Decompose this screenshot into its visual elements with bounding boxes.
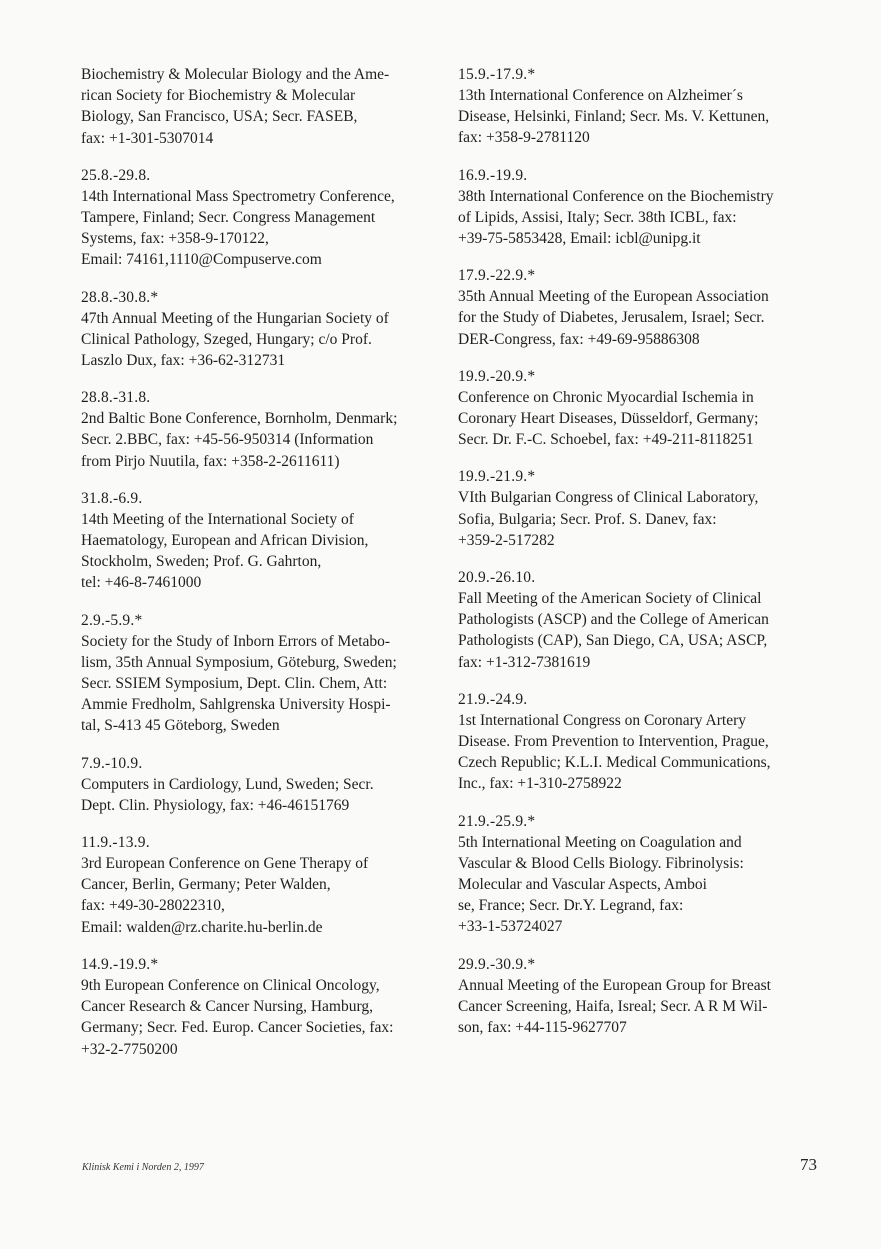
event-date: 28.8.-31.8.: [81, 389, 151, 407]
event-entry: [458, 954, 822, 1039]
event-date: 28.8.-30.8.*: [81, 288, 159, 306]
event-text-line: 2nd Baltic Bone Conference, Bornholm, Denmark;: [81, 410, 398, 428]
event-text-line: Germany; Secr. Fed. Europ. Cancer Societies, fax:: [81, 1019, 394, 1037]
event-date: 19.9.-21.9.*: [458, 468, 536, 486]
right-column: [458, 64, 822, 1054]
event-text-line: 14th Meeting of the International Society of: [81, 510, 354, 528]
event-text-line: Stockholm, Sweden; Prof. G. Gahrton,: [81, 553, 322, 571]
event-text-line: fax: +49-30-28022310,: [81, 897, 225, 915]
event-text-line: Ammie Fredholm, Sahlgrenska University Hospi-: [81, 696, 391, 714]
event-text-line: Inc., fax: +1-310-2758922: [458, 775, 622, 793]
event-text-line: 5th International Meeting on Coagulation and: [458, 833, 742, 851]
event-entry: [458, 466, 822, 551]
event-entry: [81, 832, 443, 938]
event-text-line: Clinical Pathology, Szeged, Hungary; c/o Prof.: [81, 330, 372, 348]
event-text-line: 38th International Conference on the Biochemistry: [458, 187, 774, 205]
event-entry: [458, 165, 822, 250]
event-text-line: Sofia, Bulgaria; Secr. Prof. S. Danev, fax:: [458, 510, 717, 528]
event-text-line: Dept. Clin. Physiology, fax: +46-46151769: [81, 796, 350, 814]
event-date: 21.9.-25.9.*: [458, 812, 536, 830]
event-description: [458, 286, 822, 350]
event-text-line: Biochemistry & Molecular Biology and the Ame-: [81, 66, 390, 83]
event-text-line: VIth Bulgarian Congress of Clinical Laboratory,: [458, 489, 759, 507]
event-text-line: DER-Congress, fax: +49-69-95886308: [458, 330, 700, 348]
event-text-line: Laszlo Dux, fax: +36-62-312731: [81, 352, 286, 370]
event-date: 7.9.-10.9.: [81, 754, 143, 772]
event-description: [81, 308, 443, 372]
event-entry: [81, 165, 443, 271]
event-text-line: Disease, Helsinki, Finland; Secr. Ms. V. Kettunen,: [458, 108, 770, 126]
event-entry: [458, 567, 822, 673]
event-text-line: Coronary Heart Diseases, Düsseldorf, Germany;: [458, 410, 759, 428]
event-date: 17.9.-22.9.*: [458, 267, 536, 285]
event-description: [458, 387, 822, 451]
event-entry: [81, 287, 443, 372]
event-text-line: of Lipids, Assisi, Italy; Secr. 38th ICBL, fax:: [458, 208, 737, 226]
event-text-line: Computers in Cardiology, Lund, Sweden; Secr.: [81, 775, 374, 793]
event-text-line: +359-2-517282: [458, 531, 555, 549]
event-description: [81, 631, 443, 737]
event-text-line: +32-2-7750200: [81, 1040, 178, 1058]
event-description: [81, 64, 443, 149]
event-date: 14.9.-19.9.*: [81, 955, 159, 973]
event-text-line: Disease. From Prevention to Intervention, Prague,: [458, 733, 769, 751]
event-description: [81, 975, 443, 1060]
event-text-line: Fall Meeting of the American Society of Clinical: [458, 590, 762, 608]
event-description: [458, 975, 822, 1039]
event-text-line: fax: +358-9-2781120: [458, 129, 590, 147]
event-text-line: Molecular and Vascular Aspects, Amboi: [458, 876, 707, 894]
event-description: [458, 588, 822, 673]
event-text-line: rican Society for Biochemistry & Molecular: [81, 87, 356, 105]
event-date: 16.9.-19.9.: [458, 166, 528, 184]
event-text-line: Cancer, Berlin, Germany; Peter Walden,: [81, 876, 331, 894]
event-text-line: 1st International Congress on Coronary Artery: [458, 711, 746, 729]
event-description: [81, 408, 443, 472]
event-entry: [81, 753, 443, 816]
event-description: [458, 832, 822, 938]
event-text-line: Haematology, European and African Division,: [81, 532, 369, 550]
event-text-line: Cancer Research & Cancer Nursing, Hamburg,: [81, 998, 373, 1016]
event-text-line: from Pirjo Nuutila, fax: +358-2-2611611): [81, 452, 340, 470]
event-entry: [81, 610, 443, 737]
event-text-line: fax: +1-301-5307014: [81, 129, 214, 147]
event-entry: [81, 64, 443, 149]
event-description: [81, 509, 443, 594]
event-description: [458, 186, 822, 250]
event-text-line: Email: 74161,1110@Compuserve.com: [81, 251, 322, 269]
event-text-line: Society for the Study of Inborn Errors of Metabo-: [81, 632, 391, 650]
page-number: 73: [800, 1155, 817, 1174]
event-text-line: son, fax: +44-115-9627707: [458, 1019, 627, 1037]
event-text-line: Vascular & Blood Cells Biology. Fibrinolysis:: [458, 854, 744, 872]
event-text-line: Tampere, Finland; Secr. Congress Management: [81, 209, 376, 227]
event-entry: [458, 265, 822, 350]
event-text-line: +33-1-53724027: [458, 918, 563, 936]
event-date: 15.9.-17.9.*: [458, 66, 536, 83]
event-text-line: Biology, San Francisco, USA; Secr. FASEB,: [81, 108, 358, 126]
event-date: 25.8.-29.8.: [81, 166, 151, 184]
event-text-line: for the Study of Diabetes, Jerusalem, Israel; Secr.: [458, 309, 765, 327]
footer-journal-name: Klinisk Kemi i Norden 2, 1997: [82, 1162, 204, 1173]
event-date: 11.9.-13.9.: [81, 834, 150, 852]
event-text-line: +39-75-5853428, Email: icbl@unipg.it: [458, 230, 701, 248]
event-text-line: fax: +1-312-7381619: [458, 653, 591, 671]
event-text-line: 47th Annual Meeting of the Hungarian Society of: [81, 309, 389, 327]
event-text-line: Email: walden@rz.charite.hu-berlin.de: [81, 918, 323, 936]
event-text-line: 14th International Mass Spectrometry Conference,: [81, 187, 395, 205]
event-date: 21.9.-24.9.: [458, 690, 528, 708]
event-date: 20.9.-26.10.: [458, 569, 536, 587]
event-date: 2.9.-5.9.*: [81, 611, 143, 629]
event-description: [458, 710, 822, 795]
event-text-line: Pathologists (CAP), San Diego, CA, USA; ASCP,: [458, 632, 768, 650]
event-entry: [458, 689, 822, 795]
event-description: [81, 186, 443, 271]
event-text-line: Secr. 2.BBC, fax: +45-56-950314 (Information: [81, 431, 374, 449]
event-text-line: tal, S-413 45 Göteborg, Sweden: [81, 717, 280, 735]
event-text-line: Czech Republic; K.L.I. Medical Communications,: [458, 754, 771, 772]
event-entry: [81, 387, 443, 472]
event-entry: [458, 366, 822, 451]
event-text-line: Pathologists (ASCP) and the College of American: [458, 611, 769, 629]
event-text-line: 13th International Conference on Alzheimer´s: [458, 87, 743, 104]
event-text-line: Secr. SSIEM Symposium, Dept. Clin. Chem, Att:: [81, 675, 388, 693]
event-entry: [81, 488, 443, 594]
event-text-line: 35th Annual Meeting of the European Association: [458, 288, 769, 306]
event-text-line: Secr. Dr. F.-C. Schoebel, fax: +49-211-8118251: [458, 431, 754, 449]
event-text-line: 9th European Conference on Clinical Oncology,: [81, 976, 380, 994]
event-text-line: 3rd European Conference on Gene Therapy of: [81, 855, 369, 873]
event-description: [81, 774, 443, 816]
event-text-line: Systems, fax: +358-9-170122,: [81, 230, 269, 248]
event-text-line: Conference on Chronic Myocardial Ischemia in: [458, 388, 754, 406]
left-column: [81, 64, 443, 1076]
event-text-line: lism, 35th Annual Symposium, Göteburg, Sweden;: [81, 653, 397, 671]
event-description: [458, 85, 822, 149]
event-description: [81, 853, 443, 938]
event-date: 31.8.-6.9.: [81, 489, 143, 507]
event-entry: [458, 64, 822, 149]
event-date: 19.9.-20.9.*: [458, 367, 536, 385]
event-entry: [458, 811, 822, 938]
event-text-line: Annual Meeting of the European Group for Breast: [458, 976, 771, 994]
event-description: [458, 487, 822, 551]
event-entry: [81, 954, 443, 1060]
event-text-line: tel: +46-8-7461000: [81, 574, 202, 592]
event-text-line: Cancer Screening, Haifa, Isreal; Secr. A R M Wil-: [458, 997, 768, 1015]
event-text-line: se, France; Secr. Dr.Y. Legrand, fax:: [458, 897, 684, 915]
event-date: 29.9.-30.9.*: [458, 955, 536, 973]
